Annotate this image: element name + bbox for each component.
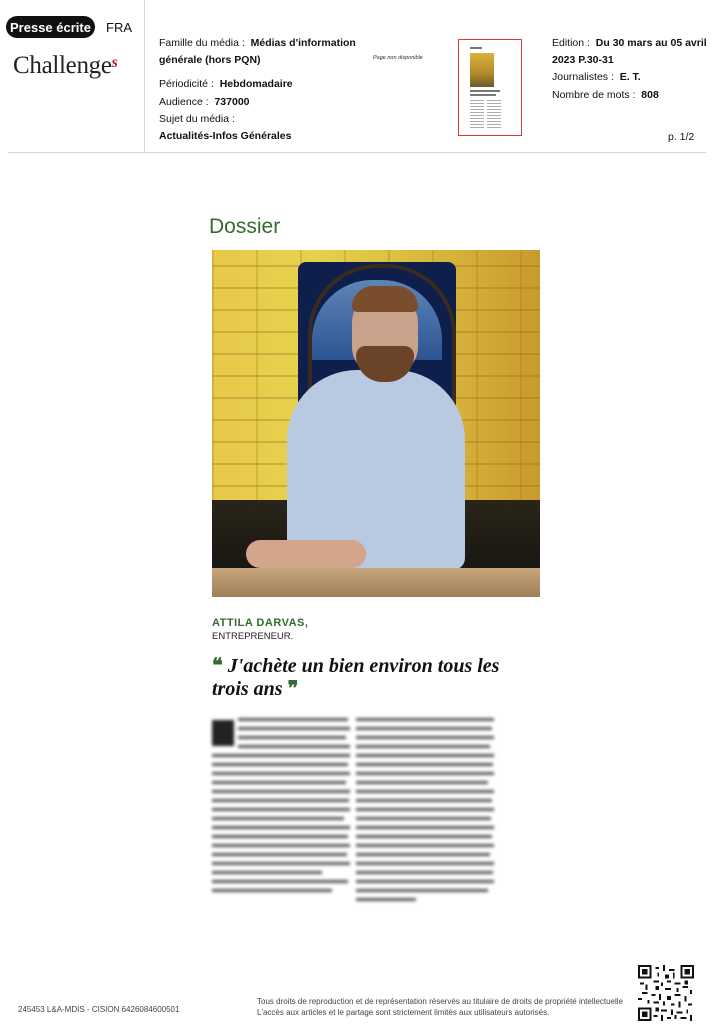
article-body-column-1 bbox=[212, 718, 352, 914]
periodicity bbox=[159, 76, 293, 93]
header-divider-horizontal bbox=[8, 152, 706, 153]
logo-suffix: s bbox=[111, 54, 118, 71]
qr-code-icon[interactable] bbox=[638, 965, 694, 1021]
page-thumbnail[interactable] bbox=[458, 39, 522, 136]
audience-value: 737000 bbox=[214, 96, 250, 108]
edition-value: Du 30 mars au 05 avril bbox=[595, 37, 707, 49]
journalists-value: E. T. bbox=[619, 71, 641, 83]
media-family-cont bbox=[159, 52, 261, 69]
media-family bbox=[159, 35, 369, 52]
quote-open-icon: ❝ bbox=[212, 655, 223, 677]
subject-value bbox=[159, 128, 291, 145]
page-unavailable-note: Page non disponible bbox=[373, 55, 423, 61]
subject-value-text: Actualités-Infos Générales bbox=[159, 130, 292, 142]
edition-label: Edition : bbox=[552, 37, 590, 49]
periodicity-label: Périodicité : bbox=[159, 78, 214, 90]
journalists-label: Journalistes : bbox=[552, 71, 614, 83]
edition-value-2: 2023 P.30-31 bbox=[552, 54, 614, 66]
copyright-line-1: Tous droits de reproduction et de représentation réservés au titulaire de droits de propriété intellectuelle bbox=[257, 997, 623, 1006]
person-role: ENTREPRENEUR. bbox=[212, 631, 294, 642]
word-count bbox=[552, 87, 659, 104]
thumb-title-line bbox=[470, 94, 496, 96]
thumb-section-line bbox=[470, 47, 482, 49]
thumb-title-line bbox=[470, 90, 500, 92]
document-id: 245453 L&A-MDIS - CISION 6426084600501 bbox=[18, 1005, 180, 1014]
word-count-value: 808 bbox=[641, 89, 659, 101]
page-number: p. 1/2 bbox=[668, 131, 695, 143]
article-body-column-2 bbox=[356, 718, 496, 914]
audience-label: Audience : bbox=[159, 96, 209, 108]
quote-text: J'achète un bien environ tous les trois ans bbox=[212, 655, 500, 700]
media-type-badge: Presse écrite bbox=[6, 16, 95, 38]
publication-logo bbox=[13, 52, 118, 80]
audience bbox=[159, 94, 250, 111]
copyright-notice bbox=[257, 996, 637, 1018]
thumb-text-col bbox=[470, 100, 484, 128]
drop-cap bbox=[212, 720, 234, 746]
quote-close-icon: ❞ bbox=[287, 678, 299, 700]
hands bbox=[246, 540, 366, 568]
person-name: ATTILA DARVAS, bbox=[212, 617, 309, 629]
journalists bbox=[552, 69, 641, 86]
word-count-label: Nombre de mots : bbox=[552, 89, 636, 101]
header-divider-vertical bbox=[144, 0, 145, 152]
media-family-value-2: générale (hors PQN) bbox=[159, 54, 261, 66]
logo-text: Challenge bbox=[13, 52, 112, 79]
subject-label: Sujet du média : bbox=[159, 113, 235, 125]
wooden-table bbox=[212, 568, 540, 597]
pull-quote bbox=[212, 655, 512, 701]
media-family-label: Famille du média : bbox=[159, 37, 245, 49]
language-code: FRA bbox=[106, 20, 132, 35]
copyright-line-2: L'accès aux articles et le partage sont strictement limités aux utilisateurs autorisés. bbox=[257, 1008, 550, 1017]
portrait-photo bbox=[212, 250, 540, 597]
periodicity-value: Hebdomadaire bbox=[219, 78, 293, 90]
hair bbox=[352, 286, 418, 312]
thumb-text-col bbox=[487, 100, 501, 128]
thumb-photo bbox=[470, 53, 494, 87]
edition-cont bbox=[552, 52, 614, 69]
section-title: Dossier bbox=[209, 215, 281, 238]
media-family-value: Médias d'information bbox=[250, 37, 356, 49]
edition bbox=[552, 35, 707, 52]
